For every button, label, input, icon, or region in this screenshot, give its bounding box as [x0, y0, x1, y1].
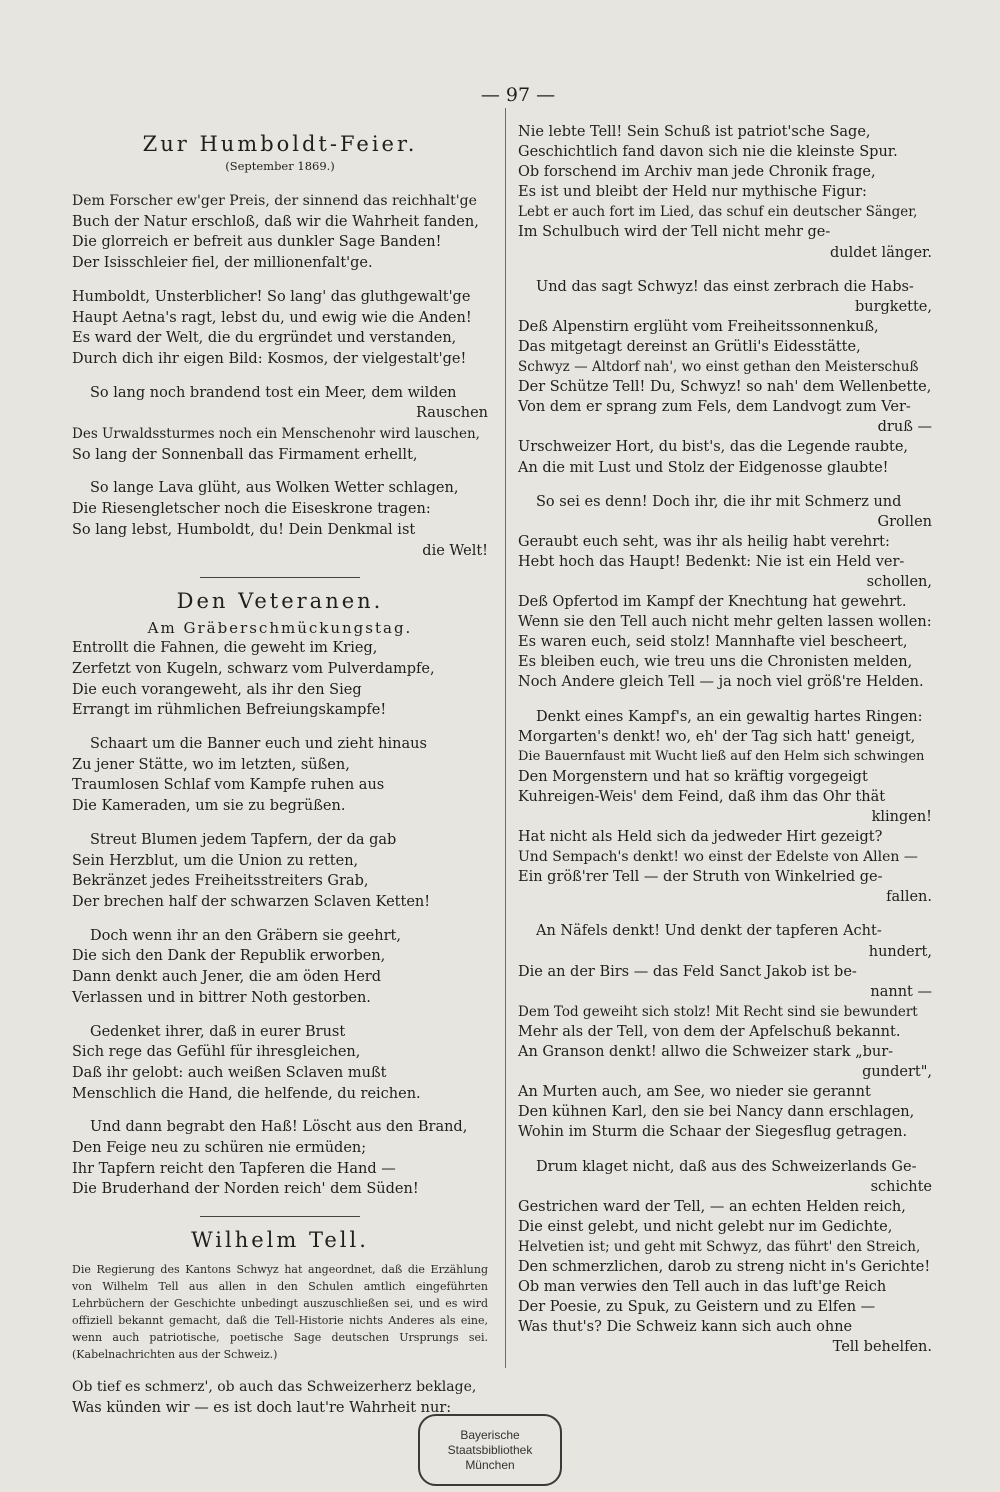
stanza [72, 734, 488, 817]
stamp-line: Staatsbibliothek [447, 1442, 533, 1457]
verse-line: So lang noch brandend tost ein Meer, dem wilden [90, 384, 457, 401]
verse-line: Hebt hoch das Haupt! Bedenkt: Nie ist ein Held ver- [518, 553, 905, 570]
verse-line: Die Riesengletscher noch die Eiseskrone tragen: [72, 501, 431, 518]
verse-line: Gedenket ihrer, daß in eurer Brust [90, 1023, 346, 1040]
verse-line: Die Kameraden, um sie zu begrüßen. [72, 798, 346, 815]
verse-line: Dem Tod geweiht sich stolz! Mit Recht sind sie bewundert [518, 1003, 918, 1020]
verse-line: Den Morgenstern und hat so kräftig vorgegeigt [518, 768, 868, 785]
verse-line: Traumlosen Schlaf vom Kampfe ruhen aus [72, 777, 385, 794]
verse-line: Es ist und bleibt der Held nur mythische Figur: [518, 184, 867, 201]
verse-line: Tell behelfen. [832, 1339, 932, 1356]
verse-line: Was thut's? Die Schweiz kann sich auch ohne [518, 1319, 853, 1336]
verse-line: Die sich den Dank der Republik erworben, [72, 948, 386, 965]
verse-line: Und dann begrabt den Haß! Löscht aus den Brand, [90, 1119, 468, 1136]
poem-title-veteranen: Den Veteranen. [176, 589, 384, 614]
column-divider [505, 108, 506, 1368]
verse-line: Noch Andere gleich Tell — ja noch viel größ're Helden. [518, 674, 924, 691]
verse-line: So sei es denn! Doch ihr, die ihr mit Schmerz und [536, 493, 902, 510]
verse-line: Haupt Aetna's ragt, lebst du, und ewig wie die Anden! [72, 309, 472, 326]
stanza [518, 707, 932, 908]
editorial-note: Die Regierung des Kantons Schwyz hat angeordnet, daß die Erzählung von Wilhelm Tell aus allen in den Schulen amtlich eingeführten Lehrbüchern der Geschichte unbedingt auszuschließen sei, und es wird offiziell bekannt gemacht, daß die Tell-Historie nichts Anderes als eine, wenn auch patriotische, poetische Sage deutschen Ursprungs sei. (Kabelnachrichten aus der Schweiz.) [72, 1263, 488, 1362]
stamp-line: München [465, 1457, 515, 1472]
verse-line: Den Feige neu zu schüren nie ermüden; [72, 1140, 367, 1157]
poem-title-tell: Wilhelm Tell. [191, 1228, 369, 1253]
verse-line: So lange Lava glüht, aus Wolken Wetter schlagen, [90, 480, 459, 497]
verse-line: Von dem er sprang zum Fels, dem Landvogt zum Ver- [518, 399, 911, 416]
verse-line: Schaart um die Banner euch und zieht hinaus [90, 736, 427, 753]
verse-line: An Granson denkt! allwo die Schweizer stark „bur- [518, 1044, 894, 1061]
poem-title-humboldt: Zur Humboldt-Feier. [142, 132, 418, 156]
verse-line: Errangt im rühmlichen Befreiungskampfe! [72, 702, 387, 719]
verse-line: Es waren euch, seid stolz! Mannhafte viel bescheert, [518, 634, 908, 651]
stanza [72, 478, 488, 561]
verse-line: die Welt! [422, 542, 488, 559]
right-column [518, 122, 932, 1371]
stanza [72, 287, 488, 370]
verse-line: Kuhreigen-Weis' dem Feind, daß ihm das Ohr thät [518, 788, 886, 805]
poem-tell-start [72, 1377, 488, 1418]
verse-line: Der Isisschleier fiel, der millionenfalt'ge. [72, 255, 373, 272]
library-stamp [418, 1414, 562, 1486]
section-separator [200, 1216, 360, 1217]
verse-line: So lang der Sonnenball das Firmament erhellt, [72, 446, 418, 463]
verse-line: Die an der Birs — das Feld Sanct Jakob ist be- [518, 963, 857, 980]
stanza [518, 1157, 932, 1358]
stanza [518, 122, 932, 263]
verse-line: Deß Opfertod im Kampf der Knechtung hat gewehrt. [518, 594, 907, 611]
verse-line: Zu jener Stätte, wo im letzten, süßen, [72, 756, 350, 773]
verse-line: Humboldt, Unsterblicher! So lang' das gluthgewalt'ge [72, 288, 471, 305]
verse-line: Denkt eines Kampf's, an ein gewaltig hartes Ringen: [536, 708, 923, 725]
verse-line: Die einst gelebt, und nicht gelebt nur im Gedichte, [518, 1218, 893, 1235]
verse-line: Drum klaget nicht, daß aus des Schweizerlands Ge- [536, 1158, 917, 1175]
stanza [72, 638, 488, 721]
verse-line: Deß Alpenstirn erglüht vom Freiheitssonnenkuß, [518, 318, 879, 335]
verse-line: Sein Herzblut, um die Union zu retten, [72, 852, 359, 869]
verse-line: Geschichtlich fand davon sich nie die kleinste Spur. [518, 144, 898, 161]
stamp-line: Bayerische [460, 1427, 520, 1442]
verse-line: Hat nicht als Held sich da jedweder Hirt gezeigt? [518, 829, 883, 846]
verse-line: Ob man verwies den Tell auch in das luft'ge Reich [518, 1279, 887, 1296]
verse-line: So lang lebst, Humboldt, du! Dein Denkmal ist [72, 521, 416, 538]
stanza [72, 1117, 488, 1200]
stanza [72, 830, 488, 913]
verse-line: Bekränzet jedes Freiheitsstreiters Grab, [72, 873, 369, 890]
verse-line: Grollen [877, 513, 932, 530]
verse-line: nannt — [870, 983, 932, 1000]
verse-line: Verlassen und in bittrer Noth gestorben. [72, 989, 371, 1006]
verse-line: Die euch vorangeweht, als ihr den Sieg [72, 681, 362, 698]
verse-line: Gestrichen ward der Tell, — an echten Helden reich, [518, 1198, 906, 1215]
poem-subtitle: Am Gräberschmückungstag. [147, 619, 413, 638]
verse-line: Wohin im Sturm die Schaar der Siegesflug getragen. [518, 1124, 908, 1141]
verse-line: Entrollt die Fahnen, die geweht im Krieg, [72, 640, 378, 657]
stanza [72, 383, 488, 466]
verse-line: Nie lebte Tell! Sein Schuß ist patriot'sche Sage, [518, 124, 871, 140]
verse-line: Daß ihr gelobt: auch weißen Sclaven mußt [72, 1064, 387, 1081]
verse-line: Morgarten's denkt! wo, eh' der Tag sich hatt' geneigt, [518, 728, 916, 745]
verse-line: Doch wenn ihr an den Gräbern sie geehrt, [90, 927, 401, 944]
verse-line: schollen, [866, 573, 932, 590]
poem-date: (September 1869.) [225, 159, 335, 173]
verse-line: Den schmerzlichen, darob zu streng nicht in's Gerichte! [518, 1258, 931, 1275]
verse-line: burgkette, [854, 298, 932, 315]
verse-line: Die glorreich er befreit aus dunkler Sage Banden! [72, 234, 442, 251]
page-number: — 97 — [480, 84, 556, 106]
verse-line: Ein größ'rer Tell — der Struth von Winkelried ge- [518, 869, 883, 886]
verse-line: Ob tief es schmerz', ob auch das Schweizerherz beklage, [72, 1379, 477, 1396]
stanza [518, 277, 932, 478]
stanza [518, 492, 932, 693]
verse-line: klingen! [871, 809, 932, 825]
stanza [72, 926, 488, 1009]
verse-line: Rauschen [415, 405, 488, 422]
verse-line: schichte [870, 1178, 932, 1195]
verse-line: Geraubt euch seht, was ihr als heilig habt verehrt: [518, 533, 890, 550]
section-separator [200, 577, 360, 578]
verse-line: fallen. [886, 889, 932, 906]
verse-line: Des Urwaldssturmes noch ein Menschenohr wird lauschen, [72, 426, 480, 443]
verse-line: duldet länger. [830, 244, 932, 261]
verse-line: Urschweizer Hort, du bist's, das die Legende raubte, [518, 439, 909, 456]
verse-line: Den kühnen Karl, den sie bei Nancy dann erschlagen, [518, 1104, 915, 1121]
verse-line: Es ward der Welt, die du ergründet und verstanden, [72, 330, 457, 347]
stanza [518, 921, 932, 1142]
verse-line: Menschlich die Hand, die helfende, du reichen. [72, 1085, 421, 1102]
verse-line: Helvetien ist; und geht mit Schwyz, das führt' den Streich, [518, 1238, 921, 1255]
verse-line: hundert, [868, 943, 932, 960]
verse-line: Das mitgetagt dereinst an Grütli's Eidesstätte, [518, 338, 861, 355]
verse-line: Lebt er auch fort im Lied, das schuf ein deutscher Sänger, [518, 204, 918, 221]
verse-line: Streut Blumen jedem Tapfern, der da gab [90, 831, 397, 848]
verse-line: Was künden wir — es ist doch laut're Wahrheit nur: [72, 1399, 452, 1416]
verse-line: Mehr als der Tell, von dem der Apfelschuß bekannt. [518, 1023, 901, 1040]
verse-line: Durch dich ihr eigen Bild: Kosmos, der vielgestalt'ge! [72, 350, 467, 367]
verse-line: Ihr Tapfern reicht den Tapferen die Hand — [72, 1160, 396, 1177]
verse-line: Der Poesie, zu Spuk, zu Geistern und zu Elfen — [518, 1299, 876, 1316]
stanza [72, 191, 488, 274]
poem-veteranen [72, 638, 488, 1200]
verse-line: An Murten auch, am See, wo nieder sie gerannt [518, 1084, 871, 1101]
verse-line: Im Schulbuch wird der Tell nicht mehr ge- [518, 224, 831, 241]
verse-line: gundert", [862, 1064, 932, 1081]
poem-humboldt [72, 191, 488, 561]
verse-line: Schwyz — Altdorf nah', wo einst gethan den Meisterschuß [518, 359, 919, 376]
verse-line: Sich rege das Gefühl für ihresgleichen, [72, 1044, 361, 1061]
verse-line: An die mit Lust und Stolz der Eidgenosse glaubte! [518, 459, 889, 476]
verse-line: Zerfetzt von Kugeln, schwarz vom Pulverdampfe, [72, 660, 435, 677]
verse-line: druß — [877, 419, 932, 436]
verse-line: Die Bauernfaust mit Wucht ließ auf den Helm sich schwingen [518, 748, 925, 764]
verse-line: Der brechen half der schwarzen Sclaven Ketten! [72, 893, 431, 910]
verse-line: Und Sempach's denkt! wo einst der Edelste von Allen — [518, 849, 918, 866]
verse-line: Die Bruderhand der Norden reich' dem Süden! [72, 1181, 419, 1198]
verse-line: Der Schütze Tell! Du, Schwyz! so nah' dem Wellenbette, [518, 379, 932, 396]
stanza [72, 1022, 488, 1105]
verse-line: Und das sagt Schwyz! das einst zerbrach die Habs- [536, 278, 914, 295]
verse-line: Buch der Natur erschloß, daß wir die Wahrheit fanden, [72, 213, 479, 230]
verse-line: Es bleiben euch, wie treu uns die Chronisten melden, [518, 654, 913, 671]
left-column [72, 122, 488, 1419]
verse-line: Dem Forscher ew'ger Preis, der sinnend das reichhalt'ge [72, 193, 477, 209]
verse-line: Ob forschend im Archiv man jede Chronik frage, [518, 164, 876, 181]
verse-line: Wenn sie den Tell auch nicht mehr gelten lassen wollen: [518, 614, 932, 631]
verse-line: Dann denkt auch Jener, die am öden Herd [72, 969, 381, 986]
verse-line: An Näfels denkt! Und denkt der tapferen Acht- [536, 923, 882, 940]
